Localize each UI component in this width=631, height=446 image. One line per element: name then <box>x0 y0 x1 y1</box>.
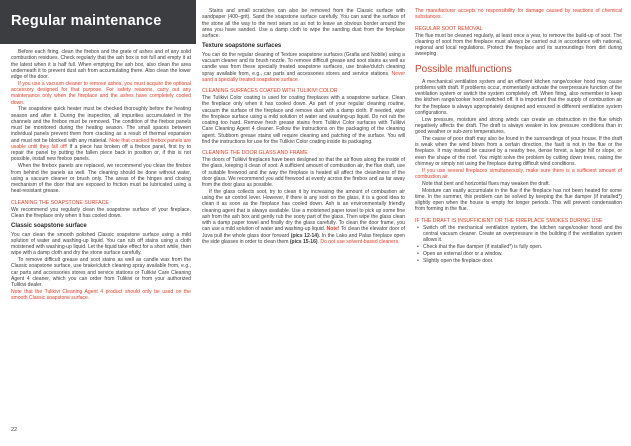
title-band <box>0 0 196 44</box>
paragraph: Before each firing, clean the firebox and the grate of ashes and of any solid combustion residues. Check regularly that the ash box is not full and empty it at the latest when it is half full. When emptying the ash box, also clean the area underneath it to prevent dust ash from accumulating there. Also clean the lower edge of the door. <box>11 49 191 80</box>
highlight-text: Note that cracked firebox panels are usable until they fall off! <box>11 137 191 150</box>
paragraph <box>202 52 405 83</box>
paragraph <box>202 189 405 245</box>
list-item: • Slightly open the fireplace door. <box>423 258 622 264</box>
column-3 <box>415 8 622 265</box>
section-heading: REGULAR SOOT REMOVAL <box>415 25 483 32</box>
paragraph: A mechanical ventilation system and an efficient kitchen range/cooker hood may cause problems with draft. If problems occur, momentarily activate the overpressure function of the ventilation system or switch the system completely off. When firing, also remember to keep the kitchen range/cooker hood switched off. It is important that the supply of combustion air for the fireplace is always appropriately designed and ensured in different ventilation system configurations. <box>415 78 622 116</box>
paragraph: We recommend you regularly clean the soapstone surface of your fireplace. Clean the fireplace only when it has cooled down. <box>11 206 191 219</box>
section-heading: CLEANING SURFACES COATED WITH TULIKIVI COLOR <box>202 88 338 94</box>
warning-paragraph: The manufacturer accepts no responsibility for damage caused by reactions of chemical substances. <box>415 8 622 21</box>
section-heading: CLEANING THE DOOR GLASS AND FRAME <box>202 150 308 156</box>
pic-ref: (pics 12-14) <box>290 232 319 239</box>
column-2 <box>202 8 405 246</box>
list-item: • Check that the flue damper (if installed*) is fully open. <box>423 244 622 250</box>
warning-paragraph: If you use several fireplaces simultaneously, make sure there is a sufficient amount of combustion air. <box>415 167 622 181</box>
page-number: 22 <box>11 427 18 433</box>
paragraph: The doors of Tulikivi fireplaces have been designed so that the air flows along the inside of the glass, keeping it clean of soot. A sufficient amount of combustion air, the flue draft, use of suitable firewood and the way the fireplace is heated all affect the cleanliness of the door glass. We recommend you add firewood at evenly across the firebox and as far away from the door glass as possible. <box>202 157 405 188</box>
subsection-heading: Texture soapstone surfaces <box>202 43 282 50</box>
highlight-text: . Do not use solvent-based cleaners. <box>317 238 400 245</box>
pic-ref: (pics 15-16) <box>289 238 318 245</box>
subsection-heading: Classic soapstone surface <box>11 223 87 230</box>
list-item: • Switch off the mechanical ventilation system, the kitchen range/cooker hood and the central vacuum cleaner. Create an overpressure in the building if the ventilation system allows it. <box>423 225 622 244</box>
note-label: Note! <box>326 226 340 233</box>
section-heading: CLEANING THE SOAPSTONE SURFACE <box>11 199 109 206</box>
paragraph: Stains and small scratches can also be removed from the Classic surface with sandpaper (400–grit). Sand the soapstone surface carefully. You can sand the surface of the stone all the way to the next seam so as not to leave an obvious border around the area you have sanded. Use a damp cloth to wipe the sanding dust from the fireplace surface. <box>202 8 405 39</box>
list-item: • Open an external door or a window. <box>423 251 622 257</box>
paragraph: The flue must be cleaned regularly, at least once a year, to remove the build-up of soot. The cleaning of soot from the fireplace must always be carried out in accordance with national, regional and local regulations. Protect the fireplace and its surroundings from dirt during sweeping. <box>415 32 622 58</box>
text: The soapstone quick heater must be checked thoroughly before the heating season and after it. During the inspection, all impurities accumulated in the channels and the firebox must be removed. The condition of the firebox panels must be monitored during the heating season. The small spaces between individual panels prevent them from cracking as a result of thermal expansion and must not be blocked with any material. <box>11 106 191 144</box>
paragraph: The Tulikivi Color coating is used for coating fireplaces with a soapstone surface. Clean the fireplace only when it has cooled down. As part of your regular cleaning routine, vacuum the surface of the fireplace and remove dust with a damp cloth. If needed, wipe the fireplace surface using a mild solution of water and washing-up liquid. Do not rub the coating too hard. Remove fresh grease stains from Tulikivi Color surfaces with Tulikivi Care Cleaning Agent 4 cleaner. Follow the instructions on the packaging of the cleaning agent. Stubborn grease stains will require cleaning and patching of the surface. You will find the instructions for use for the Tulikivi Color coating inside its packaging. <box>202 95 405 145</box>
paragraph: To remove difficult grease and soot stains as well as candle wax from the Classic soapstone surface, use brake/clutch cleaning spray available from, e.g., car parts and accessories stores and service stations or Tulikivi Care Cleaning Agent 4 cleaner, which you can order from Tulikivi or from your authorized Tulikivi dealer. <box>11 257 191 289</box>
text: You can do the regular cleaning of Texture soapstone surfaces (Grafia and Nobile) using a vacuum cleaner and its brush nozzle. To remove difficult grease and soot stains as well as candle wax from these specially treated soapstone surfaces, use brake/clutch cleaning spray available from, e.g., car parts and accessories stores and service stations. <box>202 51 405 77</box>
section-heading: IF THE DRAFT IS INSUFFICIENT OR THE FIREPLACE SMOKES DURING USE <box>415 217 603 224</box>
bullet-list <box>415 225 622 264</box>
paragraph: Moisture can easily accumulate in the flue if the fireplace has not been heated for some time. In the summer, this problem can be solved by keeping the flue damper (if installed*) slightly open when the house is empty for longer periods. This will prevent condensation from forming in the flue. <box>415 187 622 213</box>
highlight-text: Never sand a specially treated soapstone surface. <box>202 70 406 83</box>
section-title: Possible malfunctions <box>415 63 512 75</box>
paragraph: The cause of poor draft may also be found in the surroundings of your house. If the draft is weak when the wind blows from a certain direction, the fault is not in the flue or the fireplace. It may instead be caused by a nearby tree, dense forest, a large hill or slope, or even the shape of the roof. You might solve the problem by cutting down trees, raising the chimney or simply not using the fireplace during difficult wind conditions. <box>415 135 622 167</box>
paragraph: Note that bent and horizontal flues may weaken the draft. <box>422 180 550 187</box>
paragraph <box>11 106 191 162</box>
text: If a piece has broken off a firebox panel, first try to repair the panel by putting the fallen piece back in position or, if this is not possible, install new firebox panels. <box>11 143 192 163</box>
warning-paragraph: If you use a vacuum cleaner to remove ashes, you must acquire the optional accessory designed for that purpose. For safety reasons, carry out any maintenance only when the fireplace and the ashes have completely cooled down. <box>11 80 191 106</box>
text: To clean the elevator door of Juva pull the whole glass door forward <box>202 226 406 239</box>
paragraph: Low pressure, moisture and strong winds can create an obstruction in the flue which negatively affects the draft. The draft is always weaker in low pressure conditions than in good weather or sub-zero temperatures. <box>415 116 622 136</box>
warning-paragraph: Note that the Tulikivi Cleaning Agent 4 product should only be used on the smooth Classic soapstone surface. <box>11 288 191 302</box>
paragraph: When the firebox panels are replaced, we recommend you clean the firebox from behind the panels as well. The cleaning should be done without water, using a vacuum cleaner or brush only. The areas of the hinges and closing mechanism of the door that are exposed to friction must be lubricated using a heat-resistant grease. <box>11 163 191 195</box>
page-title: Regular maintenance <box>11 13 162 29</box>
paragraph: You can clean the smooth polished Classic soapstone surface using a mild solution of water and washing-up liquid. You can rub off stains using a cloth moistened with washing-up liquid. Let the liquid take effect for a short while, then wipe with a damp cloth and dry the stone surface carefully. <box>11 231 191 257</box>
text: If the glass collects soot, try to clean it by increasing the amount of combustion air using the air control lever. However, if there is any soot on the glass, it is a good idea to clean it as soon as the fireplace has cooled down. Ash is an environmentally friendly cleaning agent that is always available. Use a moistened paper towel to pick up some fine ash from the ash box and gently rub the sooty part of the glass. Then wipe the glass clean with a damp paper towel and finally dry the glass carefully. To clean the door frame, you can use a mild solution of water and washing-up liquid. <box>202 188 405 233</box>
column-1 <box>11 49 191 302</box>
text: . In the Lako and Palas fireplace open the side glasses in order to clean them <box>202 232 405 245</box>
